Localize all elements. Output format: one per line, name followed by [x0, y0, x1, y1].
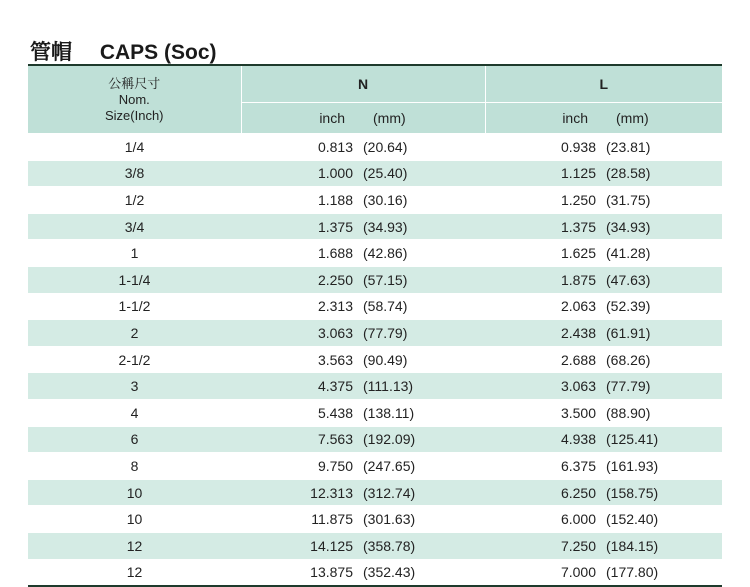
l-mm-cell: (47.63) [604, 266, 722, 293]
size-cell: 12 [28, 532, 241, 559]
l-inch-cell: 6.000 [485, 506, 604, 533]
n-mm-cell: (30.16) [361, 187, 485, 214]
table-row [28, 213, 722, 240]
l-inch-cell: 6.250 [485, 479, 604, 506]
n-mm-cell: (58.74) [361, 293, 485, 320]
l-mm-cell: (68.26) [604, 346, 722, 373]
l-inch-cell: 3.063 [485, 373, 604, 400]
n-inch-cell: 4.375 [241, 373, 361, 400]
title-english: CAPS (Soc) [99, 41, 217, 64]
l-mm-cell: (52.39) [604, 293, 722, 320]
l-mm-header: (mm) [604, 103, 722, 134]
n-mm-cell: (57.15) [361, 266, 485, 293]
n-mm-header: (mm) [361, 103, 485, 134]
n-inch-cell: 7.563 [241, 426, 361, 453]
l-mm-cell: (125.41) [604, 426, 722, 453]
l-inch-cell: 7.000 [485, 559, 604, 586]
n-mm-cell: (20.64) [361, 134, 485, 161]
n-column-header: N [241, 65, 485, 103]
l-mm-cell: (61.91) [604, 320, 722, 347]
n-inch-cell: 14.125 [241, 532, 361, 559]
l-inch-cell: 0.938 [485, 134, 604, 161]
table-row [28, 320, 722, 347]
l-inch-cell: 1.625 [485, 240, 604, 267]
table-row [28, 160, 722, 187]
n-mm-cell: (138.11) [361, 399, 485, 426]
n-inch-cell: 9.750 [241, 453, 361, 480]
table-row [28, 266, 722, 293]
n-mm-cell: (111.13) [361, 373, 485, 400]
size-cell: 2 [28, 320, 241, 347]
n-inch-cell: 1.688 [241, 240, 361, 267]
table-row [28, 453, 722, 480]
l-inch-header: inch [485, 103, 604, 134]
l-inch-cell: 4.938 [485, 426, 604, 453]
n-mm-cell: (25.40) [361, 160, 485, 187]
l-column-header: L [485, 65, 722, 103]
n-inch-cell: 3.563 [241, 346, 361, 373]
l-mm-cell: (28.58) [604, 160, 722, 187]
table-row [28, 134, 722, 161]
table-row [28, 346, 722, 373]
l-inch-cell: 6.375 [485, 453, 604, 480]
n-mm-cell: (312.74) [361, 479, 485, 506]
l-mm-cell: (158.75) [604, 479, 722, 506]
l-inch-cell: 2.063 [485, 293, 604, 320]
l-mm-cell: (34.93) [604, 213, 722, 240]
size-cell: 4 [28, 399, 241, 426]
n-mm-cell: (77.79) [361, 320, 485, 347]
table-row [28, 559, 722, 586]
size-cell: 8 [28, 453, 241, 480]
l-mm-cell: (161.93) [604, 453, 722, 480]
n-inch-cell: 2.313 [241, 293, 361, 320]
size-cell: 6 [28, 426, 241, 453]
n-mm-cell: (247.65) [361, 453, 485, 480]
l-mm-cell: (31.75) [604, 187, 722, 214]
l-inch-cell: 2.688 [485, 346, 604, 373]
n-inch-cell: 1.188 [241, 187, 361, 214]
n-inch-cell: 5.438 [241, 399, 361, 426]
n-inch-cell: 2.250 [241, 266, 361, 293]
header-row-main [28, 65, 722, 103]
size-cell: 3/4 [28, 213, 241, 240]
n-inch-cell: 11.875 [241, 506, 361, 533]
n-mm-cell: (34.93) [361, 213, 485, 240]
n-mm-cell: (42.86) [361, 240, 485, 267]
table-row [28, 426, 722, 453]
size-header-chinese: 公稱尺寸 [108, 75, 161, 91]
n-inch-cell: 0.813 [241, 134, 361, 161]
page-title [30, 36, 217, 66]
table-row [28, 479, 722, 506]
table-row [28, 293, 722, 320]
l-mm-cell: (184.15) [604, 532, 722, 559]
l-mm-cell: (152.40) [604, 506, 722, 533]
l-inch-cell: 1.125 [485, 160, 604, 187]
n-mm-cell: (192.09) [361, 426, 485, 453]
l-mm-cell: (23.81) [604, 134, 722, 161]
size-cell: 1 [28, 240, 241, 267]
table-row [28, 373, 722, 400]
n-inch-cell: 3.063 [241, 320, 361, 347]
table-row [28, 187, 722, 214]
size-header-english: Size(Inch) [104, 107, 164, 123]
title-chinese: 管帽 [30, 41, 72, 64]
n-mm-cell: (358.78) [361, 532, 485, 559]
table-row [28, 399, 722, 426]
size-cell: 3 [28, 373, 241, 400]
l-inch-cell: 1.875 [485, 266, 604, 293]
size-cell: 1/2 [28, 187, 241, 214]
size-cell: 1-1/4 [28, 266, 241, 293]
l-mm-cell: (88.90) [604, 399, 722, 426]
size-column-header [28, 65, 241, 134]
n-mm-cell: (352.43) [361, 559, 485, 586]
size-cell: 12 [28, 559, 241, 586]
l-inch-cell: 1.250 [485, 187, 604, 214]
l-inch-cell: 1.375 [485, 213, 604, 240]
l-inch-cell: 3.500 [485, 399, 604, 426]
table-body [28, 134, 722, 587]
n-inch-cell: 1.375 [241, 213, 361, 240]
n-mm-cell: (301.63) [361, 506, 485, 533]
n-inch-cell: 1.000 [241, 160, 361, 187]
size-cell: 3/8 [28, 160, 241, 187]
table-header [28, 65, 722, 134]
size-cell: 1-1/2 [28, 293, 241, 320]
size-cell: 10 [28, 479, 241, 506]
n-inch-cell: 13.875 [241, 559, 361, 586]
caps-dimension-table [28, 64, 722, 587]
size-cell: 1/4 [28, 134, 241, 161]
size-cell: 2-1/2 [28, 346, 241, 373]
n-inch-header: inch [241, 103, 361, 134]
table-row [28, 506, 722, 533]
size-header-nom: Nom. [118, 91, 150, 107]
l-mm-cell: (177.80) [604, 559, 722, 586]
l-mm-cell: (77.79) [604, 373, 722, 400]
table-row [28, 240, 722, 267]
n-mm-cell: (90.49) [361, 346, 485, 373]
l-mm-cell: (41.28) [604, 240, 722, 267]
n-inch-cell: 12.313 [241, 479, 361, 506]
l-inch-cell: 2.438 [485, 320, 604, 347]
table-row [28, 532, 722, 559]
size-cell: 10 [28, 506, 241, 533]
l-inch-cell: 7.250 [485, 532, 604, 559]
